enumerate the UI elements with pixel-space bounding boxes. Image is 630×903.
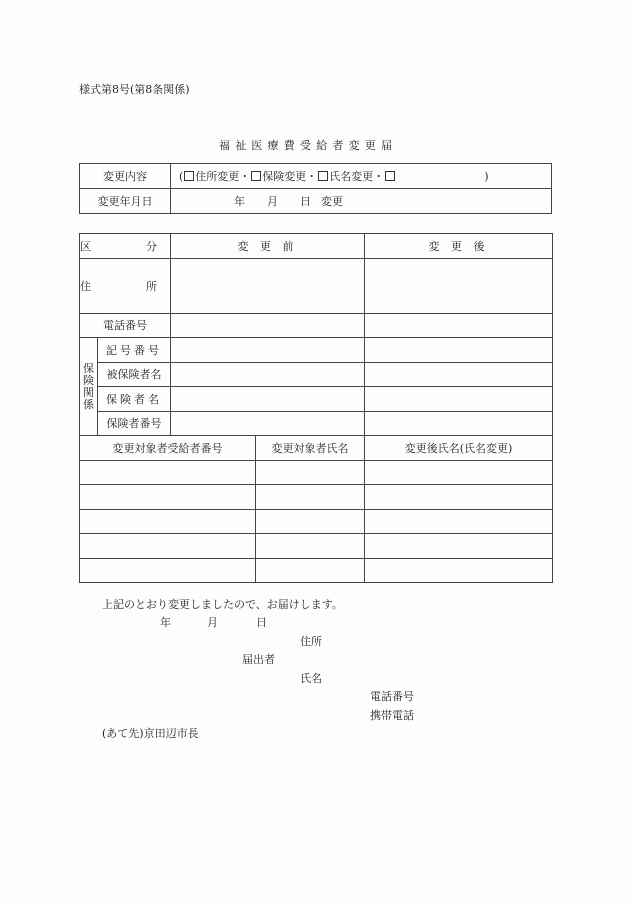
submission-year-label: 年 bbox=[160, 616, 171, 629]
applicant-phone-label: 電話番号 bbox=[370, 690, 414, 703]
phone-label: 電話番号 bbox=[80, 313, 171, 338]
table-row bbox=[80, 460, 553, 485]
target-recipient-number-cell[interactable] bbox=[80, 460, 256, 485]
change-date-label: 変更年月日 bbox=[80, 189, 171, 214]
insured-name-label: 被保険者名 bbox=[98, 362, 171, 387]
insurance-row bbox=[80, 387, 553, 412]
insurance-row bbox=[80, 411, 553, 436]
applicant-mobile-label: 携帯電話 bbox=[370, 709, 414, 722]
insurance-row bbox=[80, 338, 553, 363]
phone-after-cell[interactable] bbox=[365, 313, 553, 338]
new-name-cell[interactable] bbox=[365, 460, 553, 485]
address-label: 住 所 bbox=[80, 258, 171, 313]
target-name-header: 変更対象者氏名 bbox=[256, 436, 365, 461]
target-recipient-number-cell[interactable] bbox=[80, 534, 256, 559]
insurance-change-checkbox[interactable] bbox=[251, 171, 261, 181]
other-change-checkbox[interactable] bbox=[385, 171, 395, 181]
submission-day-label: 日 bbox=[256, 616, 267, 629]
after-change-header: 変 更 後 bbox=[365, 234, 553, 259]
detail-header-row bbox=[80, 234, 553, 259]
table-row bbox=[80, 509, 553, 534]
insurance-row bbox=[80, 362, 553, 387]
change-content-row bbox=[80, 164, 552, 189]
before-change-header: 変 更 前 bbox=[171, 234, 365, 259]
declaration-statement: 上記のとおり変更しましたので、お届けします。 bbox=[102, 598, 343, 611]
phone-before-cell[interactable] bbox=[171, 313, 365, 338]
insurer-number-before[interactable] bbox=[171, 411, 365, 436]
insurer-name-label: 保険者名 bbox=[98, 387, 171, 412]
target-recipient-number-cell[interactable] bbox=[80, 485, 256, 510]
target-name-cell[interactable] bbox=[256, 534, 365, 559]
table-row bbox=[80, 558, 553, 583]
insurer-name-before[interactable] bbox=[171, 387, 365, 412]
target-header-row bbox=[80, 436, 553, 461]
insurance-symbol-number-before[interactable] bbox=[171, 338, 365, 363]
change-detail-table bbox=[79, 233, 553, 583]
submission-month-label: 月 bbox=[207, 616, 218, 629]
change-summary-table bbox=[79, 163, 552, 214]
document-title: 福祉医療費受給者変更届 bbox=[219, 139, 398, 152]
insurance-symbol-number-label: 記号番号 bbox=[98, 338, 171, 363]
target-name-cell[interactable] bbox=[256, 485, 365, 510]
name-change-checkbox[interactable] bbox=[318, 171, 328, 181]
new-name-cell[interactable] bbox=[365, 558, 553, 583]
new-name-cell[interactable] bbox=[365, 485, 553, 510]
target-recipient-number-cell[interactable] bbox=[80, 558, 256, 583]
address-after-cell[interactable] bbox=[365, 258, 553, 313]
change-date-field[interactable]: 年 月 日 変更 bbox=[171, 189, 552, 214]
table-row bbox=[80, 534, 553, 559]
insured-name-before[interactable] bbox=[171, 362, 365, 387]
new-name-cell[interactable] bbox=[365, 534, 553, 559]
change-content-label: 変更内容 bbox=[80, 164, 171, 189]
insurer-number-label: 保険者番号 bbox=[98, 411, 171, 436]
phone-row bbox=[80, 313, 553, 338]
applicant-name-label: 氏名 bbox=[300, 672, 322, 685]
addressee: (あて先)京田辺市長 bbox=[102, 727, 199, 740]
insurer-name-after[interactable] bbox=[365, 387, 553, 412]
target-name-cell[interactable] bbox=[256, 509, 365, 534]
applicant-address-label: 住所 bbox=[300, 635, 322, 648]
target-recipient-number-cell[interactable] bbox=[80, 509, 256, 534]
address-before-cell[interactable] bbox=[171, 258, 365, 313]
insurance-group-label: 保険関係 bbox=[80, 338, 98, 436]
category-header: 区 分 bbox=[80, 234, 171, 259]
target-name-cell[interactable] bbox=[256, 460, 365, 485]
form-number: 様式第8号(第8条関係) bbox=[79, 83, 190, 96]
change-content-field: ( 住所変更・ 保険変更・ 氏名変更・ ) bbox=[171, 164, 552, 189]
table-row bbox=[80, 485, 553, 510]
target-recipient-number-header: 変更対象者受給者番号 bbox=[80, 436, 256, 461]
new-name-header: 変更後氏名(氏名変更) bbox=[365, 436, 553, 461]
insurance-symbol-number-after[interactable] bbox=[365, 338, 553, 363]
applicant-label: 届出者 bbox=[242, 653, 275, 666]
address-change-checkbox[interactable] bbox=[184, 171, 194, 181]
new-name-cell[interactable] bbox=[365, 509, 553, 534]
target-name-cell[interactable] bbox=[256, 558, 365, 583]
insured-name-after[interactable] bbox=[365, 362, 553, 387]
change-date-row bbox=[80, 189, 552, 214]
insurer-number-after[interactable] bbox=[365, 411, 553, 436]
address-row bbox=[80, 258, 553, 313]
